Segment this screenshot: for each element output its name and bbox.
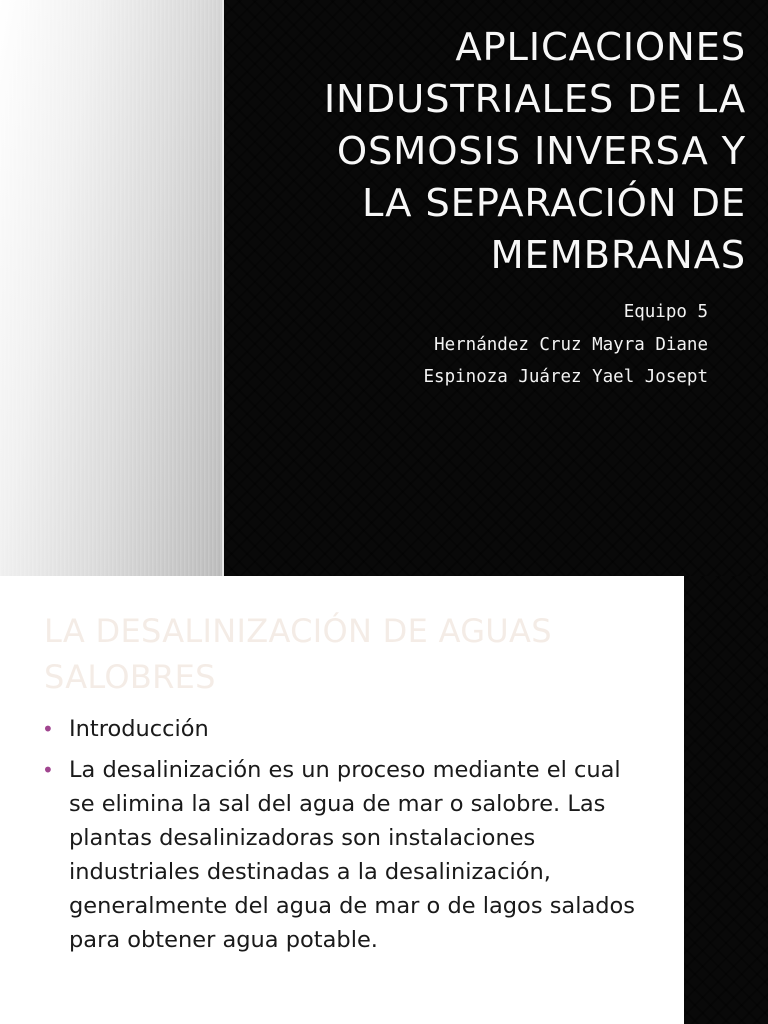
title-line: MEMBRANAS xyxy=(490,233,746,278)
silver-gradient-panel xyxy=(0,0,224,576)
list-item xyxy=(42,753,642,957)
bullet-text: La desalinización es un proceso mediante el cual se elimina la sal del agua de mar o salobre. Las plantas desalinizadoras son instalaciones industriales destinadas a la desalinización, generalmente del agua de mar o de lagos salados para obtener agua potable. xyxy=(69,757,636,953)
author-name: Espinoza Juárez Yael Josept xyxy=(423,367,708,387)
bullet-icon: • xyxy=(42,717,54,741)
bullet-text: Introducción xyxy=(69,716,209,742)
title-line: INDUSTRIALES DE LA xyxy=(323,77,746,122)
title-line: LA SEPARACIÓN DE xyxy=(362,181,746,226)
title-line: OSMOSIS INVERSA Y xyxy=(336,129,746,174)
slide-title: LA DESALINIZACIÓN DE AGUAS SALOBRES xyxy=(44,612,552,696)
bullet-list xyxy=(42,712,642,964)
author-name: Hernández Cruz Mayra Diane xyxy=(434,334,708,355)
title-line: APLICACIONES xyxy=(455,25,746,70)
list-item xyxy=(42,712,642,746)
content-slide xyxy=(0,576,768,1024)
bullet-icon: • xyxy=(42,758,54,782)
team-label: Equipo 5 xyxy=(623,302,708,322)
presentation-subtitle xyxy=(424,296,708,394)
diamond-pattern-strip xyxy=(684,576,768,1024)
presentation-title xyxy=(286,22,746,282)
